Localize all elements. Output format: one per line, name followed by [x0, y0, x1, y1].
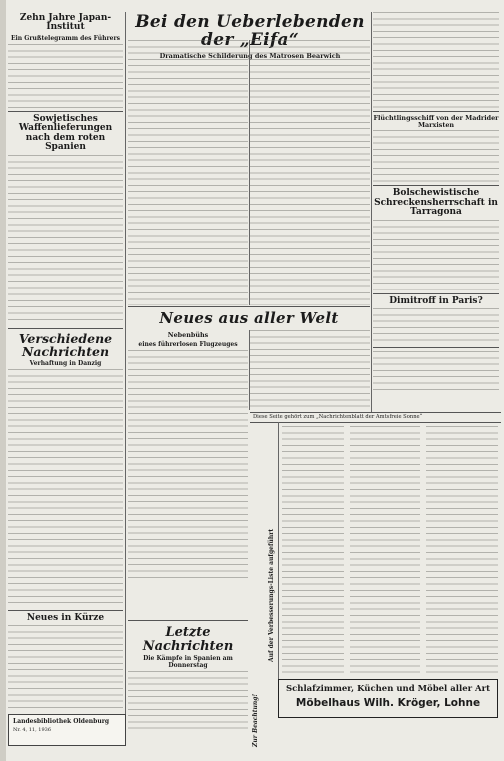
divider: [373, 185, 499, 186]
subheadline-nebenbuehs: Nebenbühs: [167, 331, 209, 339]
page-notice: Diese Seite gehört zum „Nachrichtenblatt der Amtsfreie Sonne“: [250, 412, 501, 423]
article-body: [373, 308, 499, 344]
article-body: [373, 130, 499, 182]
column-right: [373, 12, 499, 408]
headline-verschiedene-nachrichten: Verschiedene Nachrichten: [18, 330, 113, 359]
column-eifa-2: [250, 40, 370, 305]
signature-text: Zur Beachtung!: [252, 693, 259, 747]
headline-letzte-nachrichten: Letzte Nachrichten: [142, 625, 234, 654]
article-body: [128, 40, 248, 305]
headline-neues-in-kuerze: Neues in Kürze: [26, 612, 105, 623]
headline-waffenlieferungen: Sowjetisches Waffenlieferungen nach dem roten Spanien: [18, 113, 113, 153]
column-rule: [125, 12, 126, 742]
article-body: [128, 671, 248, 734]
article-body: [8, 44, 123, 108]
neues-header: [128, 309, 370, 329]
headline-tarragona: Bolschewistische Schreckensherrschaft in Tarragona: [374, 188, 498, 218]
divider: [8, 111, 123, 112]
signature-note: [250, 693, 270, 749]
article-body: [8, 369, 123, 607]
divider: [373, 347, 499, 348]
headline-japan-institut: Zehn Jahre Japan-Institut: [19, 13, 112, 33]
ad-line-1: Schlafzimmer, Küchen und Möbel aller Art: [285, 684, 491, 694]
page-spine: [0, 0, 6, 761]
article-body: [373, 351, 499, 395]
article-body: [8, 155, 123, 325]
insert-side-label: [250, 422, 279, 684]
article-body: [250, 330, 370, 410]
column-eifa-1: [128, 40, 248, 305]
article-body: [373, 12, 499, 108]
headline-dimitroff: Dimitroff in Paris?: [389, 295, 483, 306]
insert-block: [250, 422, 498, 682]
subheadline-kaempfe-spanien: Die Kämpfe in Spanien am Donnerstag: [143, 655, 233, 670]
divider: [128, 306, 370, 307]
column-letzte: [128, 624, 248, 734]
divider: [373, 111, 499, 112]
divider: [8, 610, 123, 611]
divider: [373, 293, 499, 294]
divider: [128, 620, 248, 621]
stamp-line-1: Landesbibliothek Oldenburg: [13, 718, 110, 725]
subheadline-flugzeug: eines führerlosen Flugzeuges: [138, 340, 238, 348]
column-left: [8, 12, 123, 712]
headline-eifa: Bei den Ueberlebenden der „Eifa“: [135, 12, 365, 50]
subheadline-danzig: Verhaftung in Danzig: [29, 359, 102, 367]
subheadline-eifa: Dramatische Schilderung des Matrosen Bearwich: [159, 51, 341, 60]
headline-neues-aus-aller-welt: Neues aus aller Welt: [159, 309, 339, 327]
article-body: [373, 220, 499, 290]
headline-fluechtlingsschiff: Flüchtlingsschiff von der Madrider Marxisten: [373, 114, 499, 129]
insert-col-c: [426, 426, 498, 674]
ad-line-2: Möbelhaus Wilh. Kröger, Lohne: [295, 697, 481, 709]
side-label-text: Auf der Verbesserungs-Liste aufgeführt: [268, 528, 275, 662]
column-neues-2: [250, 330, 370, 410]
insert-col-b: [350, 426, 420, 674]
subheadline-japan: Ein Grußtelegramm des Führers: [10, 34, 121, 42]
article-body: [250, 40, 370, 305]
stamp-line-2: Nr. 4, 11, 1936: [13, 727, 52, 733]
column-neues-1: [128, 330, 248, 578]
advertisement-moebelhaus: [278, 679, 498, 718]
insert-col-a: [282, 426, 344, 674]
divider: [8, 328, 123, 329]
article-body: [128, 350, 248, 578]
article-body: [8, 625, 123, 711]
column-rule: [371, 12, 372, 412]
library-stamp: [8, 714, 126, 746]
